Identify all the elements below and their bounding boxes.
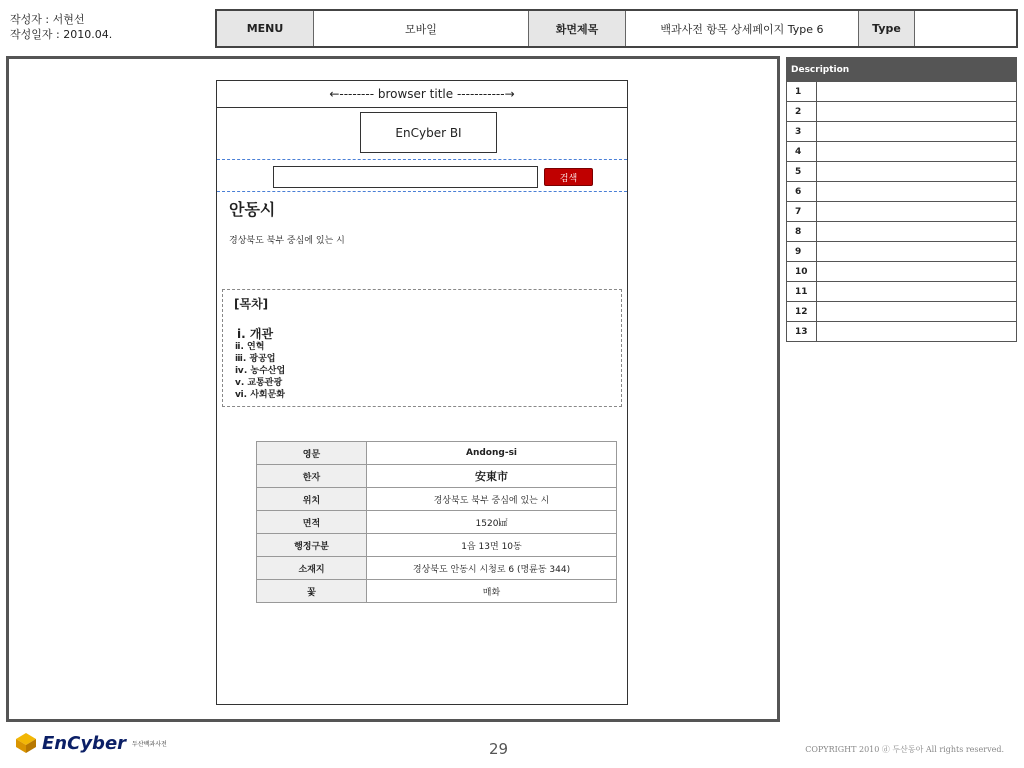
description-row-number: 7 bbox=[787, 202, 817, 221]
description-row bbox=[787, 241, 1016, 261]
info-table-row bbox=[257, 534, 617, 557]
description-row-text bbox=[817, 262, 1016, 281]
description-row-number: 8 bbox=[787, 222, 817, 241]
description-row-text bbox=[817, 242, 1016, 261]
description-row-number: 9 bbox=[787, 242, 817, 261]
description-row bbox=[787, 161, 1016, 181]
info-table-row bbox=[257, 511, 617, 534]
description-row bbox=[787, 181, 1016, 201]
info-key: 꽃 bbox=[257, 580, 367, 603]
description-row-number: 2 bbox=[787, 102, 817, 121]
search-button[interactable]: 검색 bbox=[544, 168, 593, 186]
description-row-number: 3 bbox=[787, 122, 817, 141]
description-row bbox=[787, 281, 1016, 301]
info-value: Andong-si bbox=[367, 442, 617, 465]
description-row bbox=[787, 201, 1016, 221]
info-table-row bbox=[257, 488, 617, 511]
description-row-number: 12 bbox=[787, 302, 817, 321]
menu-label: MENU bbox=[217, 11, 314, 46]
description-row-text bbox=[817, 322, 1016, 341]
logo-subtitle: 두산백과사전 bbox=[132, 740, 167, 748]
description-row-text bbox=[817, 222, 1016, 241]
description-row-number: 6 bbox=[787, 182, 817, 201]
description-row bbox=[787, 261, 1016, 281]
encyber-logo-icon bbox=[14, 731, 38, 755]
description-row-number: 11 bbox=[787, 282, 817, 301]
info-key: 영문 bbox=[257, 442, 367, 465]
screen-title-value: 백과사전 항목 상세페이지 Type 6 bbox=[626, 11, 859, 46]
info-key: 위치 bbox=[257, 488, 367, 511]
description-row-text bbox=[817, 102, 1016, 121]
description-row bbox=[787, 141, 1016, 161]
type-value bbox=[915, 11, 1016, 46]
info-value: 1520㎢ bbox=[367, 511, 617, 534]
divider bbox=[217, 159, 627, 160]
browser-title: ←-------- browser title -----------→ bbox=[217, 81, 627, 108]
info-key: 면적 bbox=[257, 511, 367, 534]
page-subtitle: 경상북도 북부 중심에 있는 시 bbox=[229, 236, 345, 246]
info-table-row bbox=[257, 580, 617, 603]
info-table-row bbox=[257, 557, 617, 580]
description-row-text bbox=[817, 302, 1016, 321]
copyright-text: COPYRIGHT 2010 ⓓ 두산동아 All rights reserved. bbox=[805, 745, 1004, 754]
info-value: 매화 bbox=[367, 580, 617, 603]
toc-item[interactable]: ⅰ. 개관 bbox=[237, 327, 274, 341]
description-row-text bbox=[817, 122, 1016, 141]
info-value: 1읍 13면 10동 bbox=[367, 534, 617, 557]
document-meta bbox=[10, 12, 112, 42]
table-of-contents bbox=[222, 289, 622, 407]
page-number: 29 bbox=[489, 740, 509, 758]
search-input[interactable] bbox=[273, 166, 538, 188]
info-table-row bbox=[257, 442, 617, 465]
description-row-number: 13 bbox=[787, 322, 817, 341]
description-row-text bbox=[817, 162, 1016, 181]
description-panel bbox=[786, 57, 1017, 342]
description-row bbox=[787, 101, 1016, 121]
logo-text: EnCyber bbox=[42, 732, 127, 754]
toc-item[interactable]: ⅲ. 광공업 bbox=[235, 354, 276, 364]
toc-item[interactable]: ⅱ. 연혁 bbox=[235, 342, 265, 352]
info-value: 경상북도 북부 중심에 있는 시 bbox=[367, 488, 617, 511]
toc-title: [목차] bbox=[234, 297, 269, 311]
description-row bbox=[787, 301, 1016, 321]
info-table bbox=[256, 441, 617, 603]
type-label: Type bbox=[859, 11, 915, 46]
divider bbox=[217, 191, 627, 192]
description-row-text bbox=[817, 82, 1016, 101]
brand-logo-placeholder[interactable]: EnCyber BI bbox=[360, 112, 497, 153]
info-key: 행정구분 bbox=[257, 534, 367, 557]
info-table-row bbox=[257, 465, 617, 488]
page-title: 안동시 bbox=[229, 200, 276, 219]
info-key: 한자 bbox=[257, 465, 367, 488]
description-header: Description bbox=[787, 58, 1016, 81]
description-row-text bbox=[817, 182, 1016, 201]
menu-value: 모바일 bbox=[314, 11, 529, 46]
description-row-text bbox=[817, 282, 1016, 301]
description-row-number: 1 bbox=[787, 82, 817, 101]
author-text: 작성자 : 서현선 bbox=[10, 13, 85, 26]
description-row bbox=[787, 221, 1016, 241]
toc-item[interactable]: ⅴ. 교통관광 bbox=[235, 378, 283, 388]
info-value: 경상북도 안동시 시청로 6 (명륜동 344) bbox=[367, 557, 617, 580]
info-value: 安東市 bbox=[367, 465, 617, 488]
info-key: 소재지 bbox=[257, 557, 367, 580]
description-row-text bbox=[817, 202, 1016, 221]
footer-logo bbox=[14, 731, 167, 755]
description-row bbox=[787, 81, 1016, 101]
description-row-number: 5 bbox=[787, 162, 817, 181]
mobile-screen bbox=[216, 80, 628, 705]
description-row bbox=[787, 121, 1016, 141]
screen-title-label: 화면제목 bbox=[529, 11, 626, 46]
header-table bbox=[215, 9, 1018, 48]
description-row-number: 10 bbox=[787, 262, 817, 281]
date-text: 작성일자 : 2010.04. bbox=[10, 28, 113, 41]
toc-item[interactable]: ⅳ. 농수산업 bbox=[235, 366, 286, 376]
description-row bbox=[787, 321, 1016, 341]
toc-item[interactable]: ⅵ. 사회문화 bbox=[235, 390, 285, 400]
description-row-text bbox=[817, 142, 1016, 161]
description-row-number: 4 bbox=[787, 142, 817, 161]
